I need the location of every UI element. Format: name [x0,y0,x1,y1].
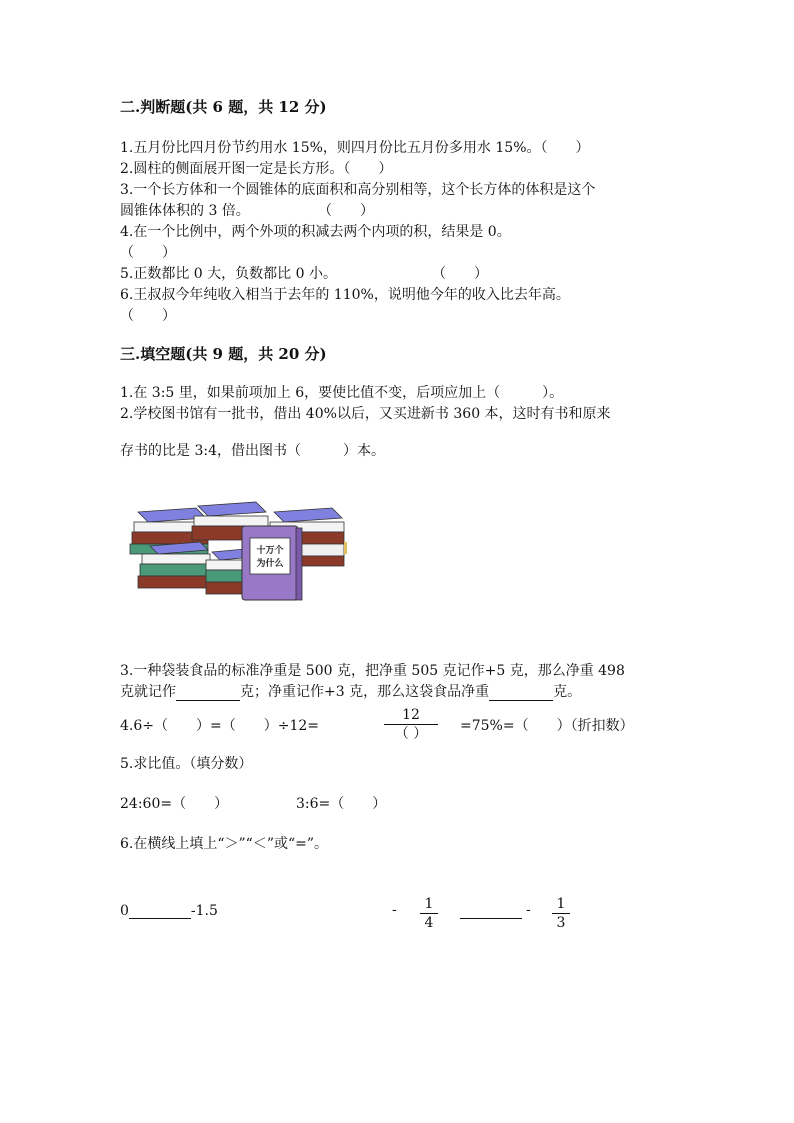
question-2-2: 2.圆柱的侧面展开图一定是长方形。（ ） [120,161,393,177]
question-3-3-line1: 3.一种袋装食品的标准净重是 500 克，把净重 505 克记作+5 克，那么净重 498 [120,663,625,679]
question-2-3-line1: 3.一个长方体和一个圆锥体的底面积和高分别相等，这个长方体的体积是这个 [120,182,596,198]
answer-blank-3-6b [460,902,522,919]
answer-blank-3-6a [129,902,191,919]
featured-book-icon [242,526,302,600]
question-3-2-line2: 存书的比是 3:4，借出图书（ ）本。 [120,443,385,459]
question-3-6: 6.在横线上填上“＞”“＜”或“=”。 [120,836,329,852]
question-3-5-a: 24:60=（ ） [120,796,229,812]
question-3-4-part-a: 4.6÷（ ）=（ ）÷12= [120,718,320,734]
answer-paren-2-5: （ ） [432,266,488,282]
question-2-5: 5.正数都比 0 大，负数都比 0 小。 [120,266,337,282]
fraction-2-denominator: 3 [556,915,566,931]
compare-2-minus-2: - [526,902,531,918]
question-3-4-fraction [384,707,438,742]
question-3-1: 1.在 3:5 里，如果前项加上 6，要使比值不变，后项应加上（ ）。 [120,385,564,401]
section-title-judgement: 二.判断题(共 6 题，共 12 分) [120,98,327,116]
answer-paren-2-4: （ ） [120,245,176,261]
question-2-3-line2: 圆锥体体积的 3 倍。 [120,203,250,219]
question-2-6: 6.王叔叔今年纯收入相当于去年的 110%，说明他今年的收入比去年高。 [120,287,570,303]
compare-1-left: 0 [120,903,129,919]
answer-blank-3-3b [489,684,553,701]
question-3-5-b: 3:6=（ ） [296,796,387,812]
question-3-3-text-c: 克。 [553,684,582,700]
fraction-1-numerator: 1 [424,896,434,912]
question-3-3-text-a: 克就记作 [120,684,176,700]
compare-2-minus-1: - [392,902,397,918]
question-3-3-text-b: 克；净重记作+3 克，那么这袋食品净重 [240,684,490,700]
question-3-4-part-b: =75%=（ ）（折扣数） [460,718,634,734]
question-3-5: 5.求比值。（填分数） [120,756,253,772]
compare-2-fraction-1 [420,896,438,931]
question-3-2-line1: 2.学校图书馆有一批书，借出 40%以后，又买进新书 360 本，这时有书和原来 [120,406,611,422]
fraction-1-denominator: 4 [424,915,434,931]
question-3-3-line2 [120,681,581,701]
answer-paren-2-3: （ ） [318,203,374,219]
fraction-bar [384,724,438,725]
books-illustration [126,500,356,604]
answer-blank-3-3a [176,684,240,701]
answer-paren-2-6: （ ） [120,308,176,324]
fraction-denominator: （ ） [394,726,428,742]
fraction-numerator: 12 [402,707,420,723]
featured-book-label-1: 十万个 [256,546,284,556]
question-3-6-compare-1 [120,902,218,919]
compare-2-blank-wrap [460,902,522,919]
featured-book-label-2: 为什么 [256,559,284,569]
fraction-1-bar [420,913,438,914]
fraction-2-bar [552,913,570,914]
fraction-2-numerator: 1 [556,896,566,912]
question-2-4: 4.在一个比例中，两个外项的积减去两个内项的积，结果是 0。 [120,224,511,240]
compare-1-right: -1.5 [190,903,218,919]
question-2-1: 1.五月份比四月份节约用水 15%，则四月份比五月份多用水 15%。（ ） [120,140,590,156]
section-title-fill-in: 三.填空题(共 9 题，共 20 分) [120,345,327,363]
compare-2-fraction-2 [552,896,570,931]
